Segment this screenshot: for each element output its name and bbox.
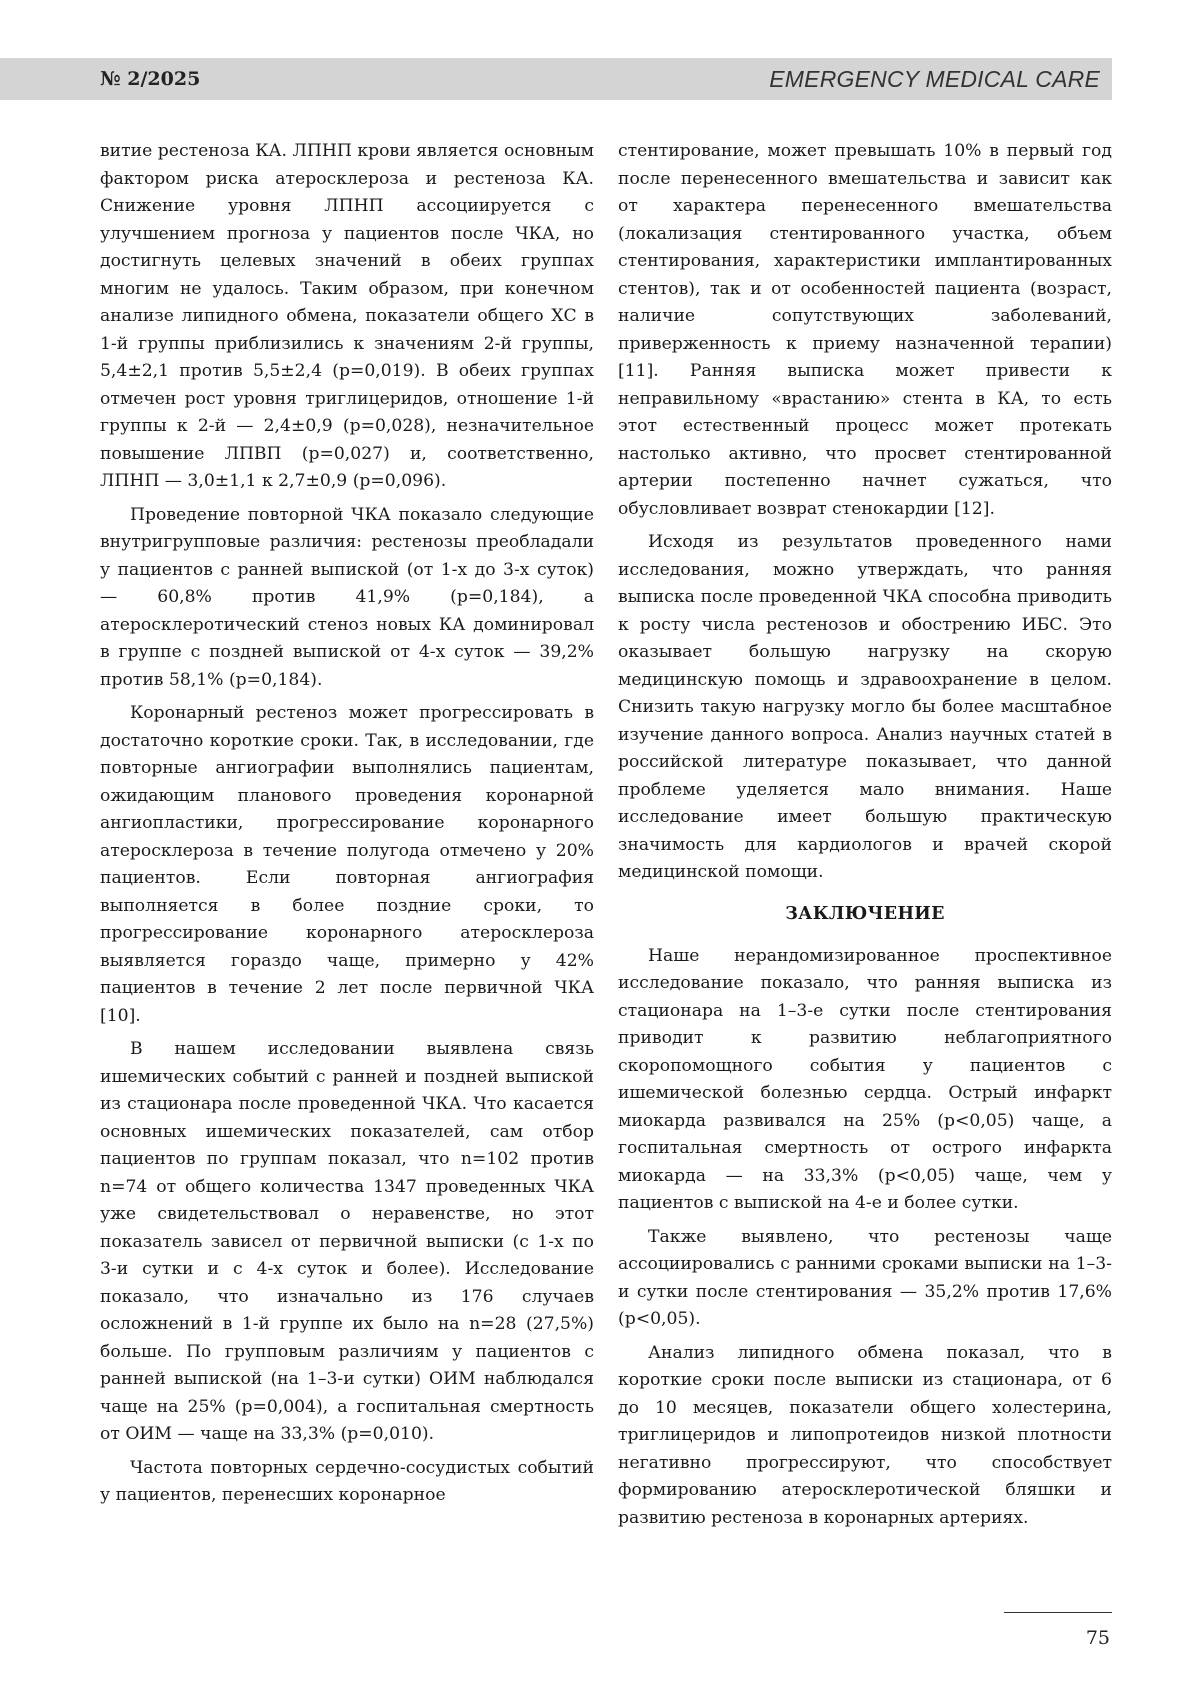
left-column bbox=[100, 138, 594, 1516]
paragraph: Анализ липидного обмена показал, что в короткие сроки после выписки из стационара, от 6 до 10 месяцев, показатели общего холестерина, триглицеридов и липопротеидов низкой плотности негативно прогрессируют, что способствует формированию атеросклеротической бляшки и развитию рестеноза в коронарных артериях. bbox=[618, 1342, 1112, 1528]
paragraph: Коронарный рестеноз может прогрессировать в достаточно короткие сроки. Так, в исследовании, где повторные ангиографии выполнялись пациентам, ожидающим планового проведения коронарной ангиопластики, прогрессирование коронарного атеросклероза в течение полугода отмечено у 20% пациентов. Если повторная ангиография выполняется в более поздние сроки, то прогрессирование коронарного атеросклероза выявляется гораздо чаще, примерно у 42% пациентов в течение 2 лет после первичной ЧКА [10]. bbox=[100, 703, 594, 1026]
paragraph: Частота повторных сердечно-сосудистых событий у пациентов, перенесших коронарное bbox=[100, 1457, 594, 1505]
paragraph: стентирование, может превышать 10% в первый год после перенесенного вмешательства и зависит как от характера перенесенного вмешательства (локализация стентированного участка, объем стентирования, характеристики имплантированных стентов), так и от особенностей пациента (возраст, наличие сопутствующих заболеваний, приверженность к приему назначенной терапии) [11]. Ранняя выписка может привести к неправильному «врастанию» стента в КА, то есть этот естественный процесс может протекать настолько активно, что просвет стентированной артерии постепенно начнет сужаться, что обусловливает возврат стенокардии [12]. bbox=[618, 141, 1112, 519]
paragraph: Наше нерандомизированное проспективное исследование показало, что ранняя выписка из стационара на 1–3-е сутки после стентирования приводит к развитию неблагоприятного скоропомощного события у пациентов с ишемической болезнью сердца. Острый инфаркт миокарда развивался на 25% (p<0,05) чаще, а госпитальная смертность от острого инфаркта миокарда — на 33,3% (p<0,05) чаще, чем у пациентов с выпиской на 4-е и более сутки. bbox=[618, 945, 1112, 1213]
footer-divider bbox=[1004, 1612, 1112, 1613]
issue-number: № 2/2025 bbox=[100, 68, 201, 90]
right-column bbox=[618, 138, 1112, 1538]
section-heading-conclusion: ЗАКЛЮЧЕНИЕ bbox=[785, 903, 945, 924]
page-number: 75 bbox=[1085, 1627, 1110, 1649]
journal-title: EMERGENCY MEDICAL CARE bbox=[769, 66, 1100, 92]
paragraph: Также выявлено, что рестенозы чаще ассоциировались с ранними сроками выписки на 1–3-и сутки после стентирования — 35,2% против 17,6% (p<0,05). bbox=[618, 1226, 1112, 1329]
paragraph: витие рестеноза КА. ЛПНП крови является основным фактором риска атеросклероза и рестеноза КА. Снижение уровня ЛПНП ассоциируется с улучшением прогноза у пациентов после ЧКА, но достигнуть целевых значений в обеих группах многим не удалось. Таким образом, при конечном анализе липидного обмена, показатели общего ХС в 1-й группы приблизились к значениям 2-й группы, 5,4±2,1 против 5,5±2,4 (p=0,019). В обеих группах отмечен рост уровня триглицеридов, отношение 1-й группы к 2-й — 2,4±0,9 (p=0,028), незначительное повышение ЛПВП (p=0,027) и, соответственно, ЛПНП — 3,0±1,1 к 2,7±0,9 (p=0,096). bbox=[100, 141, 594, 491]
running-header bbox=[0, 58, 1112, 100]
paragraph: Проведение повторной ЧКА показало следующие внутригрупповые различия: рестенозы преобладали у пациентов с ранней выпиской (от 1-х до 3-х суток) — 60,8% против 41,9% (p=0,184), а атеросклеротический стеноз новых КА доминировал в группе с поздней выпиской от 4-х суток — 39,2% против 58,1% (p=0,184). bbox=[100, 504, 594, 690]
paragraph: В нашем исследовании выявлена связь ишемических событий с ранней и поздней выпиской из стационара после проведенной ЧКА. Что касается основных ишемических показателей, сам отбор пациентов по группам показал, что n=102 против n=74 от общего количества 1347 проведенных ЧКА уже свидетельствовал о неравенстве, но этот показатель зависел от первичной выписки (с 1-х по 3-и сутки и с 4-х суток и более). Исследование показало, что изначально из 176 случаев осложнений в 1-й группе их было на n=28 (27,5%) больше. По групповым различиям у пациентов с ранней выпиской (на 1–3-и сутки) ОИМ наблюдался чаще на 25% (p=0,004), а госпитальная смертность от ОИМ — чаще на 33,3% (p=0,010). bbox=[100, 1039, 594, 1444]
paragraph: Исходя из результатов проведенного нами исследования, можно утверждать, что ранняя выписка после проведенной ЧКА способна приводить к росту числа рестенозов и обострению ИБС. Это оказывает большую нагрузку на скорую медицинскую помощь и здравоохранение в целом. Снизить такую нагрузку могло бы более масштабное изучение данного вопроса. Анализ научных статей в российской литературе показывает, что данной проблеме уделяется мало внимания. Наше исследование имеет большую практическую значимость для кардиологов и врачей скорой медицинской помощи. bbox=[618, 532, 1112, 882]
